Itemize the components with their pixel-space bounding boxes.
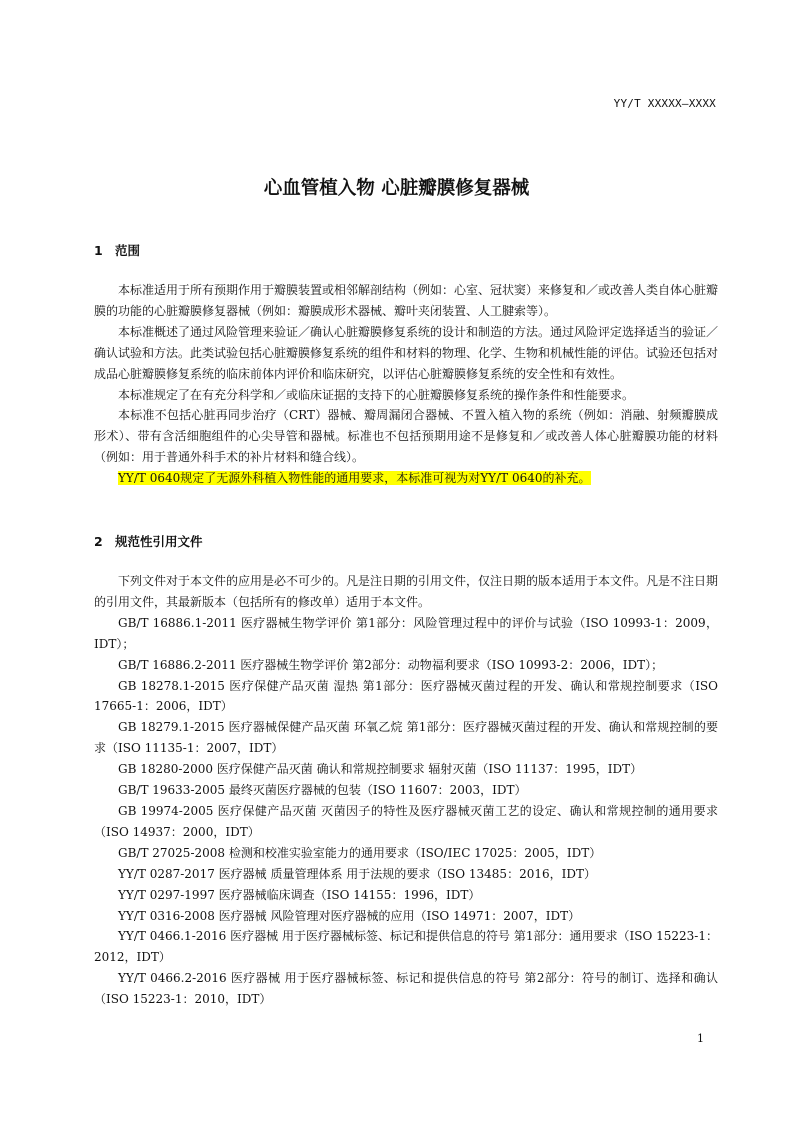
scope-paragraph: 本标准规定了在有充分科学和／或临床证据的支持下的心脏瓣膜修复系统的操作条件和性能要求。 — [118, 387, 635, 402]
section-1-body — [94, 280, 718, 489]
reference-item: GB 19974-2005 医疗保健产品灭菌 灭菌因子的特性及医疗器械灭菌工艺的设定、确认和常规控制的通用要求（ISO 14937：2000，IDT） — [94, 803, 718, 839]
highlighted-text: YY/T 0640规定了无源外科植入物性能的通用要求，本标准可视为对YY/T 0640的补充。 — [118, 471, 591, 486]
section-2-heading — [94, 532, 203, 550]
reference-item: YY/T 0297-1997 医疗器械临床调查（ISO 14155：1996，IDT） — [118, 887, 481, 902]
section-1-heading — [94, 241, 140, 259]
highlighted-paragraph — [94, 468, 718, 489]
reference-item: GB/T 27025-2008 检测和校准实验室能力的通用要求（ISO/IEC 17025：2005，IDT） — [118, 845, 602, 860]
references-list — [94, 571, 718, 1010]
scope-paragraph: 本标准不包括心脏再同步治疗（CRT）器械、瓣周漏闭合器械、不置入植入物的系统（例如：消融、射频瓣膜成形术）、带有含活细胞组件的心尖导管和器械。标准也不包括预期用途不是修复和／或改善人体心脏瓣膜功能的材料（例如：用于普通外科手术的补片材料和缝合线）。 — [94, 408, 718, 465]
reference-item: GB 18279.1-2015 医疗器械保健产品灭菌 环氧乙烷 第1部分：医疗器械灭菌过程的开发、确认和常规控制的要求（ISO 11135-1：2007，IDT） — [94, 720, 718, 756]
references-intro: 下列文件对于本文件的应用是必不可少的。凡是注日期的引用文件，仅注日期的版本适用于本文件。凡是不注日期的引用文件，其最新版本（包括所有的修改单）适用于本文件。 — [94, 574, 719, 609]
reference-item: YY/T 0316-2008 医疗器械 风险管理对医疗器械的应用（ISO 14971：2007，IDT） — [118, 908, 581, 923]
section-2-number: 2 — [94, 534, 103, 549]
section-1-title: 范围 — [115, 243, 141, 258]
page-number: 1 — [697, 1032, 704, 1045]
document-title: 心血管植入物 心脏瓣膜修复器械 — [263, 178, 530, 199]
reference-item: GB 18278.1-2015 医疗保健产品灭菌 湿热 第1部分：医疗器械灭菌过程的开发、确认和常规控制要求（ISO 17665-1：2006，IDT） — [94, 678, 718, 714]
scope-paragraph: 本标准概述了通过风险管理来验证／确认心脏瓣膜修复系统的设计和制造的方法。通过风险评定选择适当的验证／确认试验和方法。此类试验包括心脏瓣膜修复系统的组件和材料的物理、化学、生物和机械性能的评估。试验还包括对成品心脏瓣膜修复系统的临床前体内评价和临床研究，以评估心脏瓣膜修复系统的安全性和有效性。 — [94, 324, 719, 381]
reference-item: GB/T 16886.2-2011 医疗器械生物学评价 第2部分：动物福利要求（ISO 10993-2：2006，IDT）； — [118, 657, 664, 672]
reference-item: YY/T 0287-2017 医疗器械 质量管理体系 用于法规的要求（ISO 13485：2016，IDT） — [118, 866, 596, 881]
scope-paragraph: 本标准适用于所有预期作用于瓣膜装置或相邻解剖结构（例如：心室、冠状窦）来修复和／或改善人类自体心脏瓣膜的功能的心脏瓣膜修复器械（例如：瓣膜成形术器械、瓣叶夹闭装置、人工腱索等）。 — [94, 283, 719, 318]
reference-item: GB 18280-2000 医疗保健产品灭菌 确认和常规控制要求 辐射灭菌（ISO 11137：1995，IDT） — [118, 762, 643, 777]
reference-item: YY/T 0466.2-2016 医疗器械 用于医疗器械标签、标记和提供信息的符号 第2部分：符号的制订、选择和确认（ISO 15223-1：2010，IDT） — [94, 971, 718, 1007]
standard-code: YY/T XXXXX—XXXX — [613, 97, 716, 110]
section-2-title: 规范性引用文件 — [115, 534, 203, 549]
reference-item: GB/T 16886.1-2011 医疗器械生物学评价 第1部分：风险管理过程中的评价与试验（ISO 10993-1：2009，IDT）； — [94, 615, 718, 651]
reference-item: GB/T 19633-2005 最终灭菌医疗器械的包装（ISO 11607：2003，IDT） — [118, 783, 527, 798]
section-1-number: 1 — [94, 243, 103, 258]
reference-item: YY/T 0466.1-2016 医疗器械 用于医疗器械标签、标记和提供信息的符号 第1部分：通用要求（ISO 15223-1：2012，IDT） — [94, 929, 718, 965]
